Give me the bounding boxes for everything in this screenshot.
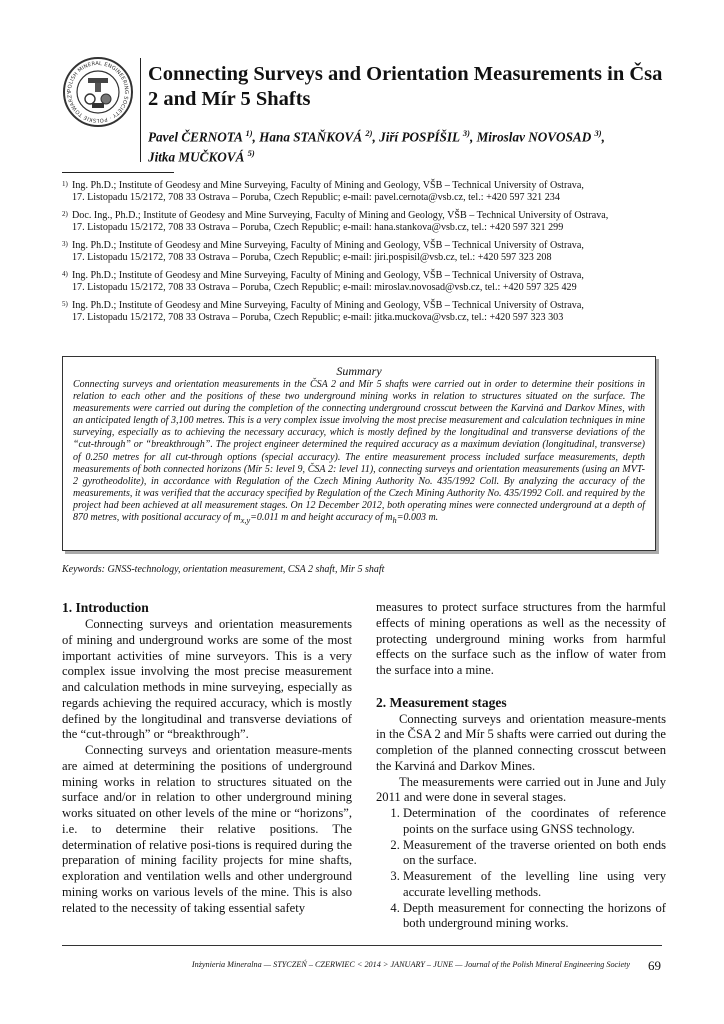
affiliation-item: [62, 300, 672, 325]
summary-subscript: x,y: [240, 516, 251, 526]
paper-title: Connecting Surveys and Orientation Measurements in Čsa 2 and Mír 5 Shafts: [148, 63, 663, 110]
affiliation-item: [62, 180, 672, 205]
keywords: Keywords: GNSS-technology, orientation measurement, CSA 2 shaft, Mir 5 shaft: [62, 564, 385, 575]
paragraph: Connecting surveys and orientation measure-ments in the ČSA 2 and Mír 5 shafts were carried out during the completion of the planned connecting crosscut between the Karviná and Darkov Mines.: [376, 711, 666, 773]
affiliation-number: 4): [62, 269, 68, 278]
list-item: 2. Measurement of the traverse oriented on both ends on the surface.: [403, 838, 666, 870]
footer-divider: [62, 945, 662, 946]
author-affil-ref: 5): [247, 148, 255, 159]
affiliation-item: [62, 210, 672, 235]
author-affil-ref: 3): [594, 128, 602, 138]
page-number: 69: [648, 958, 661, 973]
author-affil-ref: 2): [365, 128, 373, 138]
journal-footer: Inżynieria Mineralna — STYCZEŃ – CZERWIEC < 2014 > JANUARY – JUNE — Journal of the Polish Mineral Engineering Society: [191, 960, 630, 969]
affiliation-address: 17. Listopadu 15/2172, 708 33 Ostrava – Poruba, Czech Republic; e-mail: jiri.pospisil@vsb.cz, tel.: +420 597 323 208: [72, 252, 552, 264]
paragraph: The measurements were carried out in June and July 2011 and were done in several stages.: [376, 774, 666, 805]
left-column: [62, 600, 352, 916]
summary-subscript: h: [392, 516, 397, 526]
affiliation-divider: [62, 172, 174, 173]
affiliation-number: 2): [62, 209, 68, 218]
author-name: Miroslav NOVOSAD: [476, 129, 592, 145]
right-column: [376, 600, 666, 932]
title-divider: [140, 58, 141, 162]
author-affil-ref: 1): [245, 128, 253, 138]
list-item: 1. Determination of the coordinates of reference points on the surface using GNSS technology.: [403, 806, 666, 838]
affiliation-number: 5): [62, 299, 68, 308]
author-list: Pavel ČERNOTA $^{1)}$, Hana STAŇKOVÁ $^{2)}$, Jiří POSPÍŠIL $^{3)}$, Miroslav NOVOSAD $^{3)}$, Jitka MUČKOVÁ $^{5)}$: [148, 128, 605, 165]
affiliation-line: Ing. Ph.D.; Institute of Geodesy and Mine Surveying, Faculty of Mining and Geology, VŠB – Technical University of Ostrava,: [72, 299, 584, 311]
paragraph: Connecting surveys and orientation measure-ments are aimed at determining the positions of underground mining works in relation to structures situated on the surface and/or in relation to other underground mining works situated on other levels of the mine or “horizons”, i.e. to determine their relative positions. The determination of relative posi-tions is required during the preparation of mining facility projects for mine shafts, exploration and ventilation wells and other underground mining works on various levels of the mine. This is also related to the necessity of taking essential safety: [62, 743, 352, 915]
affiliation-line: Ing. Ph.D.; Institute of Geodesy and Mine Surveying, Faculty of Mining and Geology, VŠB – Technical University of Ostrava,: [72, 239, 584, 251]
affiliation-number: 3): [62, 239, 68, 248]
author-name: Jitka MUČKOVÁ: [148, 149, 245, 165]
summary-body: Connecting surveys and orientation measurements in the ČSA 2 and Mír 5 shafts were carried out in order to determine their positions in relation to each other and the positions of these two underground mining works in relation to structures situated on the surface. The measurements were carried out during the completion of the connecting underground crosscut between the Karviná and Darkov Mines, with an anticipated length of 3,100 metres. This is a very complex issue involving the most precise measurement and calculation techniques in mine surveying, especially as to achieving the necessary accuracy, which is mostly defined by the longitudinal and transverse deviations of the “cut-through” or “breakthrough”. The project engineer determined the required accuracy as a maximum deviation (longitudinal, transverse) of 0.250 metres for all cut-through options (special accuracy). The entire measurement process included surface measurements, depth measurements of both connected horizons (Mír 5: level 9, ČSA 2: level 11), connecting surveys and orientation measurements (using an MVT-2 gyrotheodolite), in accordance with Regulation of the Czech Mining Authority No. 435/1992 Coll. By analyzing the accuracy of the measurements, it was verified that the accuracy specified by Regulation of the Czech Mining Authority No. 435/1992 Coll. and required by the project had been achieved at all measurement stages. On 12 December 2012, both operating mines were connected underground at a depth of 870 metres, with positional accuracy of m: [73, 379, 645, 524]
section-heading-introduction: 1. Introduction: [62, 600, 149, 615]
summary-text: [73, 379, 645, 527]
affiliation-list: [62, 180, 672, 330]
summary-heading: Summary: [336, 364, 382, 378]
summary-body: =0.011 m and height accuracy of m: [250, 512, 393, 524]
affiliation-address: 17. Listopadu 15/2172, 708 33 Ostrava – Poruba, Czech Republic; e-mail: hana.stankova@vsb.cz, tel.: +420 597 321 299: [72, 222, 564, 234]
author-name: Jiří POSPÍŠIL: [379, 129, 460, 145]
section-heading-measurement-stages: 2. Measurement stages: [376, 694, 507, 710]
svg-text:POLISH MINERAL ENGINEERING SOC: POLISH MINERAL ENGINEERING SOCIETY · POLSKIE TOWARZY: [66, 60, 130, 124]
affiliation-address: 17. Listopadu 15/2172, 708 33 Ostrava – Poruba, Czech Republic; e-mail: miroslav.novosad@vsb.cz, tel.: +420 597 325 429: [72, 282, 577, 294]
author-affil-ref: 3): [462, 128, 470, 138]
spacer: [376, 679, 666, 695]
paragraph: measures to protect surface structures from the harmful effects of mining operations as well as the necessity of protecting underground mining works from harmful effects on the surface such as the inflow of water from the surface into a mine.: [376, 600, 666, 677]
summary-body: =0.003 m.: [396, 512, 439, 524]
affiliation-item: [62, 240, 672, 265]
affiliation-line: Doc. Ing., Ph.D.; Institute of Geodesy and Mine Surveying, Faculty of Mining and Geology, VŠB – Technical University of Ostrava,: [72, 209, 609, 221]
author-name: Pavel ČERNOTA: [148, 129, 243, 145]
affiliation-address: 17. Listopadu 15/2172, 708 33 Ostrava – Poruba, Czech Republic; e-mail: jitka.muckova@vsb.cz, tel.: +420 597 323 303: [72, 312, 564, 324]
author-name: Hana STAŇKOVÁ: [259, 129, 363, 145]
summary-box: [62, 356, 656, 551]
list-item: 4. Depth measurement for connecting the horizons of both underground mining works.: [403, 901, 666, 933]
affiliation-number: 1): [62, 180, 68, 188]
stage-list: [376, 806, 666, 932]
affiliation-line: Ing. Ph.D.; Institute of Geodesy and Mine Surveying, Faculty of Mining and Geology, VŠB – Technical University of Ostrava,: [72, 269, 584, 281]
society-logo: [62, 56, 134, 128]
affiliation-item: [62, 270, 672, 295]
affiliation-address: 17. Listopadu 15/2172, 708 33 Ostrava – Poruba, Czech Republic; e-mail: pavel.cernota@vsb.cz, tel.: +420 597 321 234: [72, 192, 560, 204]
list-item: 3. Measurement of the levelling line using very accurate levelling methods.: [403, 869, 666, 901]
paragraph: Connecting surveys and orientation measurements of mining and underground works are some of the most important activities of mine surveyors. This is a very complex issue involving the most precise measurement and calculation methods in mine surveying, especially as regards achieving the required accuracy, which is mostly defined by the longitudinal and transverse deviations of the “cut-through” or “breakthrough”.: [62, 617, 352, 742]
affiliation-line: Ing. Ph.D.; Institute of Geodesy and Mine Surveying, Faculty of Mining and Geology, VŠB – Technical University of Ostrava,: [72, 180, 584, 191]
